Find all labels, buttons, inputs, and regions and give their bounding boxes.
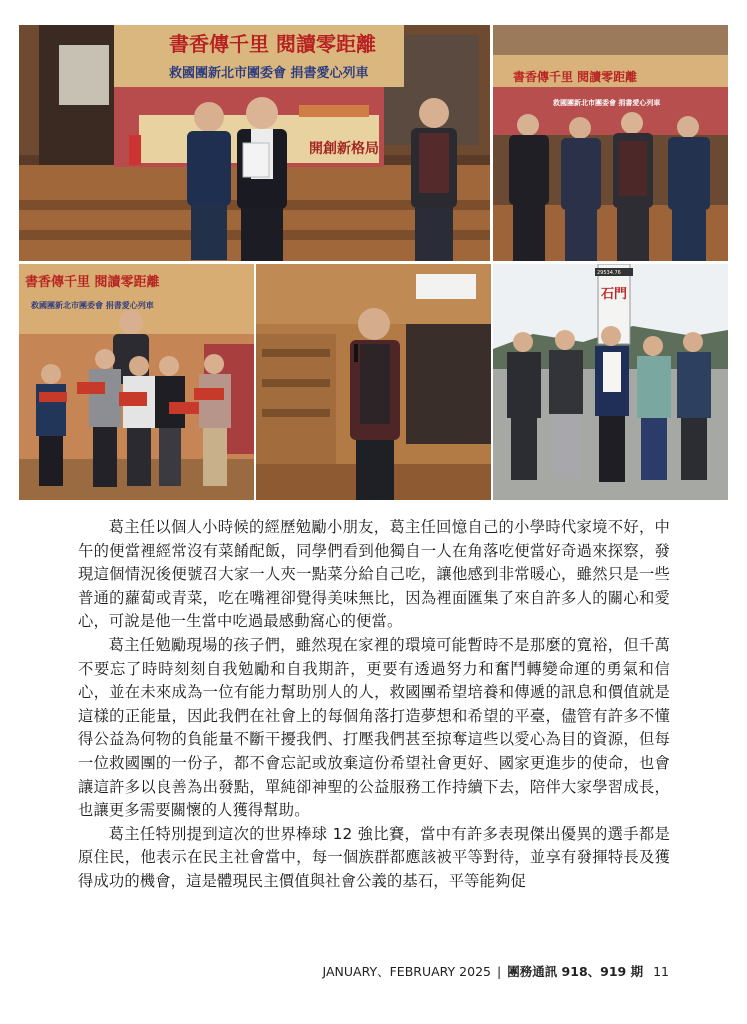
banner-main-text: 書香傳千里 閱讀零距離 [169,32,376,56]
banner-sub-text: 救國團新北市團委會 捐書愛心列車 [31,301,154,310]
banner-sub-text: 救國團新北市團委會 捐書愛心列車 [169,66,369,81]
footer-separator: | [496,964,502,979]
banner-lower-text: 開創新格局 [309,141,379,157]
article-paragraph-2: 葛主任勉勵現場的孩子們，雖然現在家裡的環境可能暫時不是那麼的寬裕，但千萬不要忘了時時刻刻自我勉勵和自我期許，更要有透過努力和奮鬥轉變命運的勇氣和信心，並在未來成為一位有能力幫助別人的人，救國團希望培養和傳遞的訊息和價值就是這樣的正能量，因此我們在社會上的每個角落打造夢想和希望的平臺，儘管有許多不懂得公益為何物的負能量不斷干擾我們、打壓我們甚至掠奪這些以愛心為目的資源，但每一位救國團的一份子，都不會忘記或放棄這份希望社會更好、國家更進步的使命，也會讓這許多以良善為出發點，單純卻神聖的公益服務工作持續下去，陪伴大家學習成長，也讓更多需要關懷的人獲得幫助。 [78,635,670,820]
footer-issue: 團務通訊 918、919 期 [507,964,644,979]
photo-book-donation-ceremony [19,25,490,261]
photo-outdoor-group-sign [493,264,728,500]
photo-children-with-gifts [19,264,254,500]
article-paragraph-1: 葛主任以個人小時候的經歷勉勵小朋友，葛主任回憶自己的小學時代家境不好，中午的便當裡經常沒有菜餚配飯，同學們看到他獨自一人在角落吃便當好奇過來探察，發現這個情況後便號召大家一人夾一點菜分給自己吃，讓他感到非常暖心，雖然只是一些普通的蘿蔔或青菜，吃在嘴裡卻覺得美味無比，因為裡面匯集了來自許多人的關心和愛心，可說是他一生當中吃過最感動窩心的便當。 [78,518,670,631]
banner-main-text: 書香傳千里 閱讀零距離 [25,275,160,290]
photo-speaker-microphone [256,264,491,500]
footer-date: JANUARY、FEBRUARY 2025 [322,964,491,979]
page-number: 11 [653,964,669,979]
page-footer [323,962,669,980]
photo-group-thumbs-up [493,25,728,261]
article-paragraph-3: 葛主任特別提到這次的世界棒球 12 強比賽，當中有許多表現傑出優異的選手都是原住民，他表示在民主社會當中，每一個族群都應該被平等對待，並享有發揮特長及獲得成功的機會，這是體現民主價值與社會公義的基石，平等能夠促 [78,824,670,890]
sign-text: 石門 [601,287,628,302]
sign-small-text: 29534.76 [597,270,621,276]
banner-sub-text: 救國團新北市團委會 捐書愛心列車 [553,99,661,107]
banner-main-text: 書香傳千里 閱讀零距離 [513,70,638,84]
article-body [78,516,670,894]
